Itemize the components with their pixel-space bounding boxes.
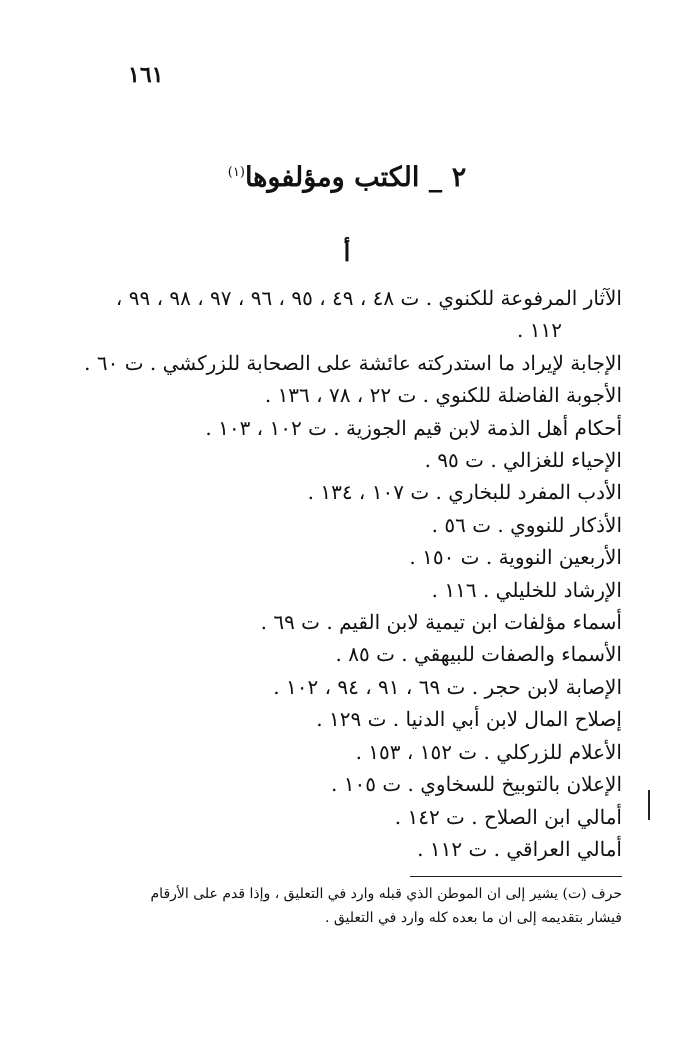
footnote-separator [410, 876, 622, 877]
section-title [0, 162, 694, 193]
bibliography-entry: الإصابة لابن حجر . ت ٦٩ ، ٩١ ، ٩٤ ، ١٠٢ . [273, 674, 622, 699]
bibliography-list [62, 282, 622, 865]
bibliography-entry: الأسماء والصفات للبيهقي . ت ٨٥ . [335, 642, 622, 667]
footnote-line: فيشار بتقديمه إلى ان ما بعده كله وارد في التعليق . [324, 910, 622, 926]
page-number: ١٦١ [128, 62, 164, 88]
bibliography-entry: الأعلام للزركلي . ت ١٥٢ ، ١٥٣ . [355, 739, 622, 764]
bibliography-entry: الأجوبة الفاضلة للكنوي . ت ٢٢ ، ٧٨ ، ١٣٦ . [264, 383, 622, 408]
bibliography-entry: الأربعين النووية . ت ١٥٠ . [409, 545, 622, 570]
footnote-line: حرف (ت) يشير إلى ان الموطن الذي قبله وارد في التعليق ، وإذا قدم على الأرقام [150, 886, 622, 902]
bibliography-entry: أمالي العراقي . ت ١١٢ . [417, 836, 622, 861]
bibliography-entry: الأدب المفرد للبخاري . ت ١٠٧ ، ١٣٤ . [307, 480, 622, 505]
bibliography-entry: أحكام أهل الذمة لابن قيم الجوزية . ت ١٠٢ ، ١٠٣ . [205, 415, 622, 440]
bibliography-entry: أسماء مؤلفات ابن تيمية لابن القيم . ت ٦٩ . [260, 610, 622, 635]
bibliography-entry-continuation: ١١٢ . [517, 318, 562, 343]
bibliography-entry: الإحياء للغزالي . ت ٩٥ . [424, 448, 622, 473]
margin-mark [648, 790, 650, 820]
bibliography-entry: الإجابة لإيراد ما استدركته عائشة على الصحابة للزركشي . ت ٦٠ . [84, 350, 622, 375]
title-footnote-marker: (١) [227, 165, 245, 180]
footnote [62, 882, 622, 930]
section-title-text: ٢ _ الكتب ومؤلفوها [244, 162, 467, 193]
bibliography-entry: الأذكار للنووي . ت ٥٦ . [431, 512, 622, 537]
bibliography-entry: الإعلان بالتوبيخ للسخاوي . ت ١٠٥ . [331, 772, 622, 797]
section-letter: أ [343, 238, 351, 267]
bibliography-entry: الآثار المرفوعة للكنوي . ت ٤٨ ، ٤٩ ، ٩٥ ، ٩٦ ، ٩٧ ، ٩٨ ، ٩٩ ، [115, 286, 622, 310]
bibliography-entry: أمالي ابن الصلاح . ت ١٤٢ . [394, 804, 622, 829]
bibliography-entry: إصلاح المال لابن أبي الدنيا . ت ١٢٩ . [316, 707, 622, 732]
bibliography-entry: الإرشاد للخليلي . ١١٦ . [431, 577, 622, 602]
